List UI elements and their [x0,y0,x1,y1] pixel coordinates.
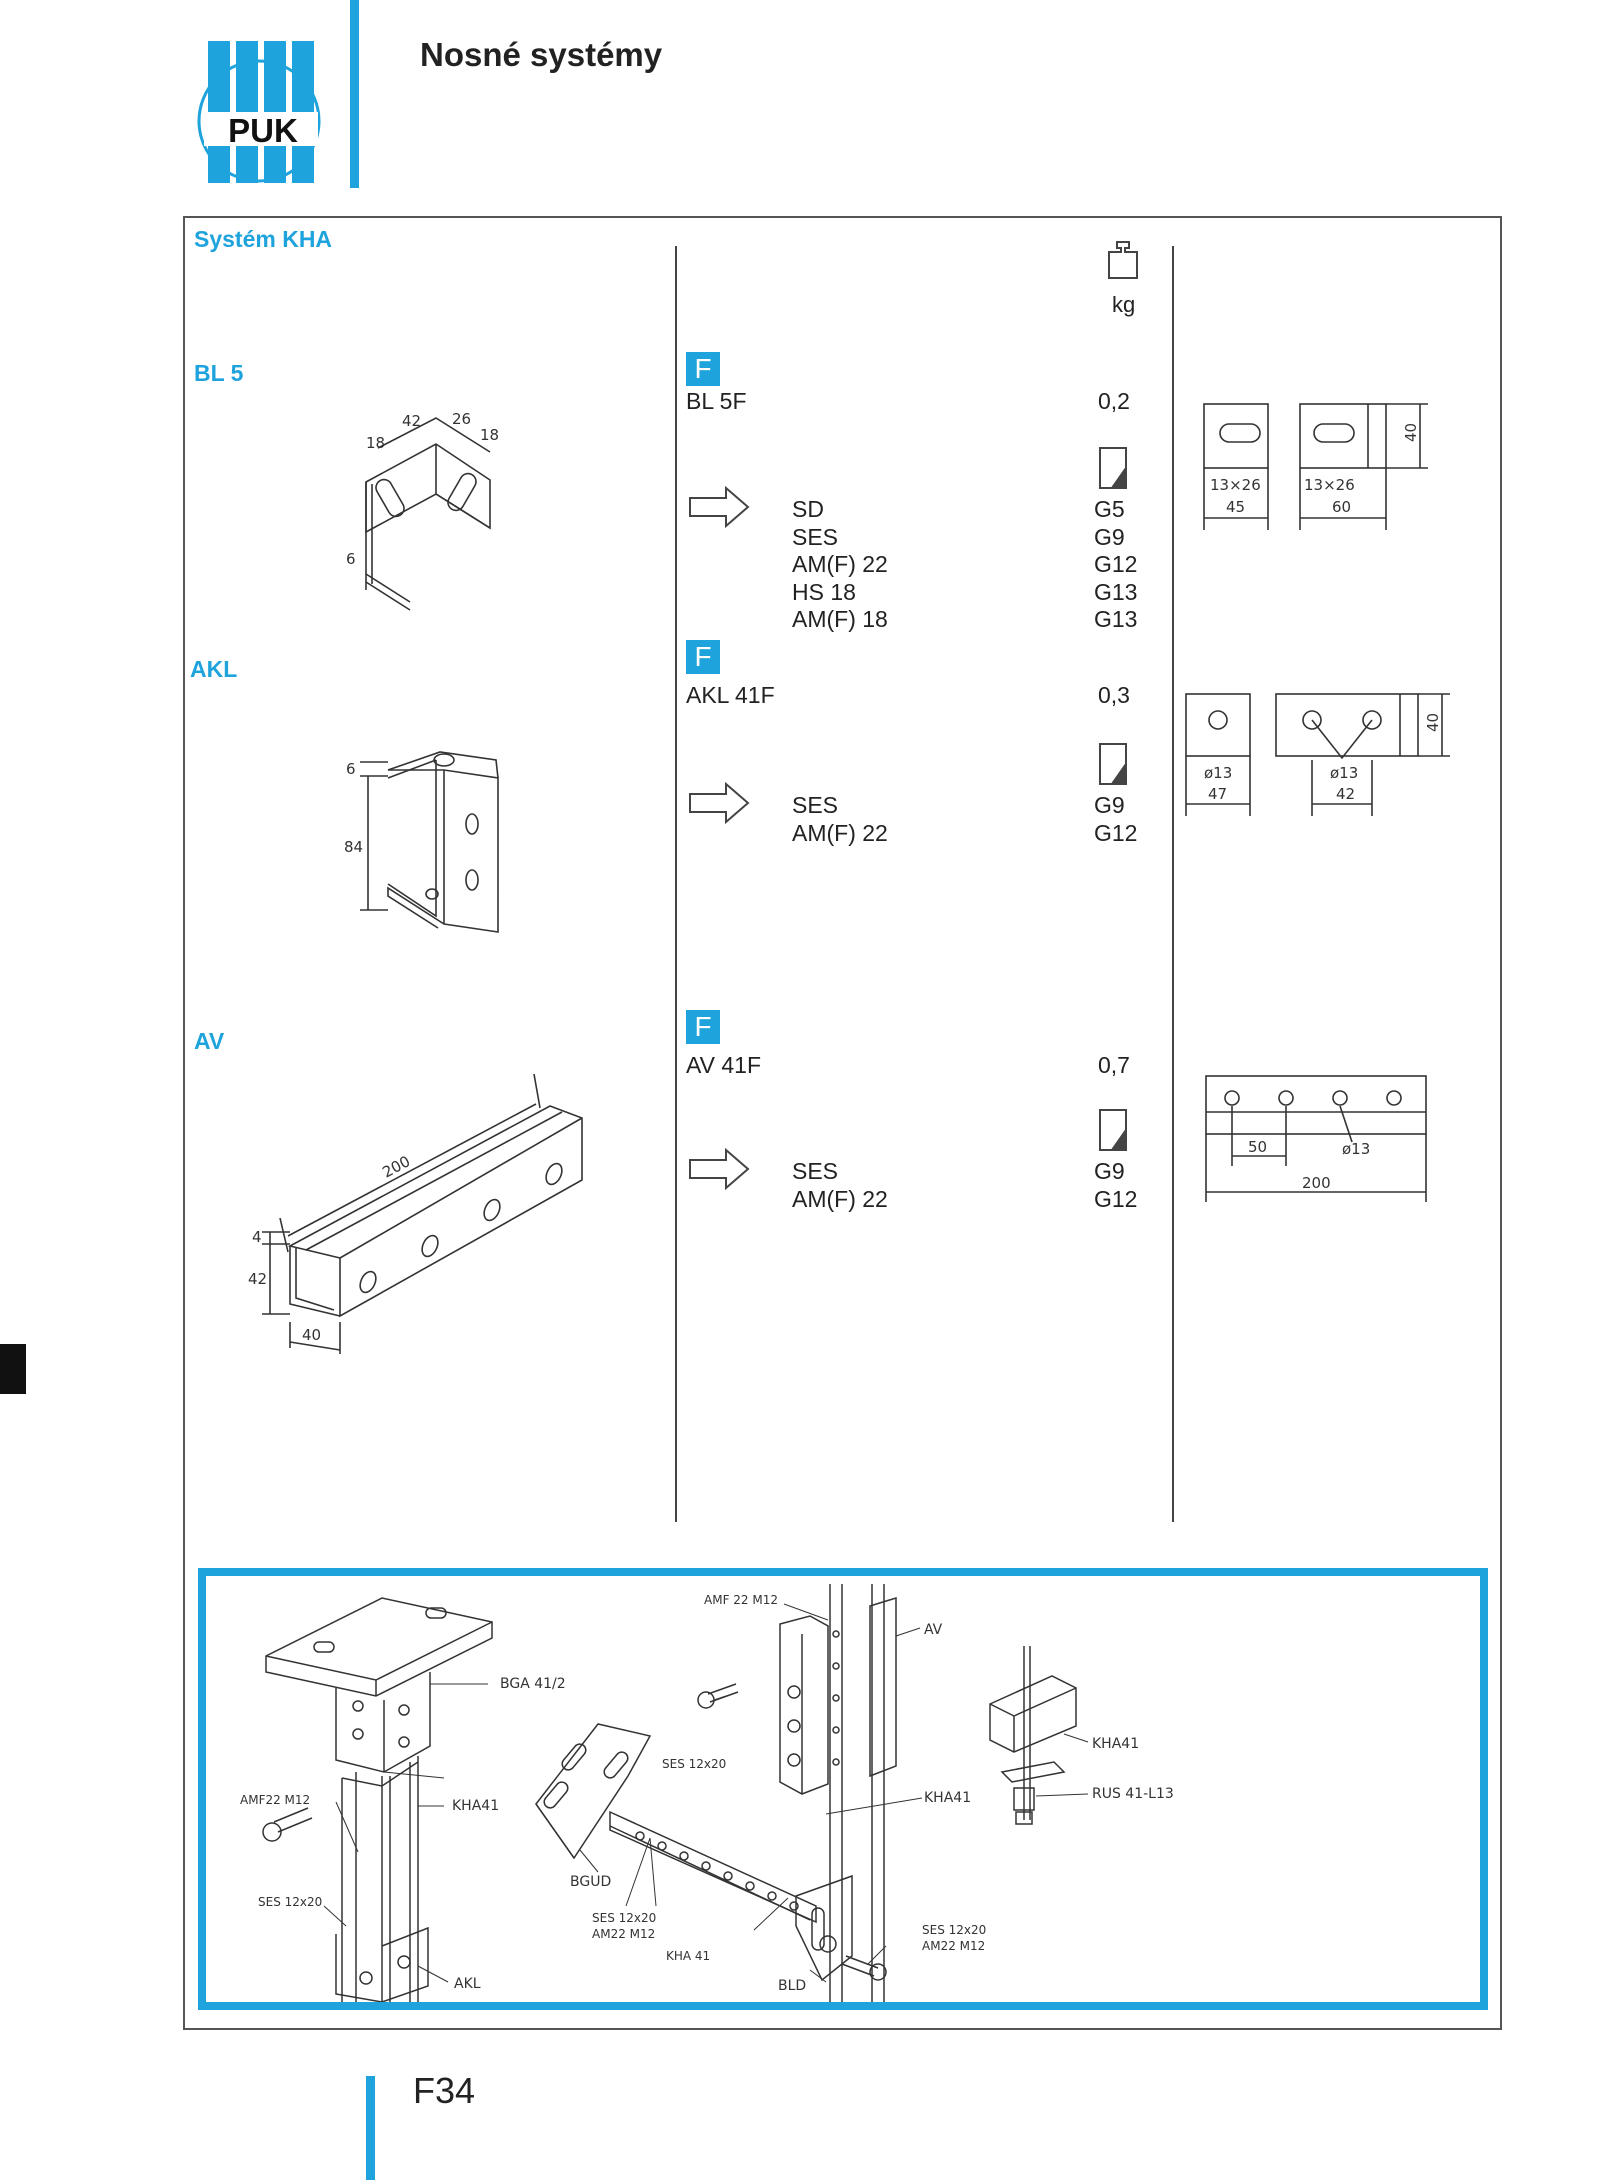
callout-label: SES 12x20 [662,1757,727,1771]
assembly-illustration [206,1576,1480,2002]
dim-label: 200 [1302,1174,1331,1192]
side-tab-marker [0,1344,26,1394]
callout-label: KHA41 [924,1790,972,1806]
accessory-page-list [1094,496,1137,634]
callout-label: SES 12x20 [592,1911,657,1925]
column-divider-2 [1172,246,1174,1522]
accessory-list [792,1158,888,1213]
weight-icon [1106,240,1140,285]
dim-label: 47 [1208,785,1228,803]
page-title: Nosné systémy [420,36,663,73]
dim-label: 26 [452,410,472,428]
accessory-name: HS 18 [792,578,856,605]
bl5-drawing [320,400,520,620]
logo-text: PUK [228,112,298,149]
product-weight: 0,3 [1098,682,1130,708]
dim-label: 40 [1424,712,1442,732]
dim-label: 4 [252,1228,262,1246]
arrow-icon [688,1148,750,1195]
av-drawing [240,1060,600,1360]
accessory-page-list [1094,1158,1137,1213]
arrow-icon [688,486,750,533]
accessory-name: AM(F) 22 [792,1185,888,1212]
accessory-list [792,496,888,634]
callout-label: KHA 41 [666,1949,711,1963]
callout-label: KHA41 [452,1798,500,1814]
callout-label: SES 12x20 [922,1923,987,1937]
assembly-illustration-panel [198,1568,1488,2010]
finish-badge: F [686,1010,720,1044]
dim-label: ø13 [1342,1140,1371,1158]
accessory-name: SES [792,1158,839,1184]
dim-label: 200 [379,1152,414,1182]
dim-label: 13×26 [1210,476,1261,494]
callout-label: AM22 M12 [592,1927,656,1941]
dim-label: 42 [1336,785,1356,803]
reference-page-icon [1098,446,1128,495]
accessory-page: G5 [1094,496,1125,522]
finish-badge: F [686,352,720,386]
accessory-page: G12 [1094,819,1138,846]
dim-label: 60 [1332,498,1352,516]
dim-label: 40 [1402,422,1420,442]
weight-unit: kg [1112,292,1136,317]
dim-label: 13×26 [1304,476,1355,494]
section-label-av: AV [194,1028,225,1054]
callout-label: AKL [454,1976,481,1992]
dim-label: 84 [344,838,364,856]
section-label-akl: AKL [190,656,238,682]
section-label-bl5: BL 5 [194,360,244,386]
accessory-page: G13 [1094,606,1138,632]
dim-label: 18 [480,426,500,444]
callout-label: AV [924,1622,943,1638]
product-code: BL 5F [686,388,747,414]
dim-label: 45 [1226,498,1246,516]
accessory-page: G13 [1094,578,1138,605]
akl-drawing [340,720,520,950]
av-2d-drawing [1202,1072,1442,1212]
accessory-list [792,792,888,847]
logo [186,36,332,188]
column-divider-1 [675,246,677,1522]
callout-label: BGUD [570,1874,612,1890]
accessory-page: G9 [1094,1158,1125,1184]
dim-label: 6 [346,550,356,568]
header-divider [350,0,359,188]
bl5-2d-drawing [1198,400,1488,540]
product-code: AKL 41F [686,682,775,708]
dim-label: 40 [302,1326,322,1344]
callout-label: AMF22 M12 [240,1793,311,1807]
accessory-name: SD [792,496,824,522]
callout-label: SES 12x20 [258,1895,323,1909]
dim-label: ø13 [1204,764,1233,782]
dim-label: 42 [248,1270,268,1288]
accessory-page: G9 [1094,792,1125,818]
accessory-page: G12 [1094,1185,1138,1212]
accessory-name: SES [792,523,839,550]
callout-label: AMF 22 M12 [704,1593,778,1607]
dim-label: 18 [366,434,386,452]
callout-label: BGA 41/2 [500,1676,566,1692]
accessory-name: SES [792,792,839,818]
finish-badge: F [686,640,720,674]
dim-label: 42 [402,412,422,430]
page-number: F34 [413,2070,476,2111]
dim-label: ø13 [1330,764,1359,782]
callout-label: BLD [778,1978,807,1994]
accessory-name: AM(F) 22 [792,551,888,577]
callout-label: AM22 M12 [922,1939,986,1953]
product-code: AV 41F [686,1052,761,1078]
dim-label: 6 [346,760,356,778]
product-weight: 0,2 [1098,388,1130,414]
system-label: Systém KHA [194,226,333,252]
accessory-name: AM(F) 22 [792,819,888,846]
accessory-page: G12 [1094,551,1138,577]
reference-page-icon [1098,1108,1128,1157]
reference-page-icon [1098,742,1128,791]
footer-divider [366,2076,375,2180]
accessory-page: G9 [1094,523,1125,550]
dim-label: 50 [1248,1138,1268,1156]
product-weight: 0,7 [1098,1052,1130,1078]
accessory-name: AM(F) 18 [792,606,888,632]
akl-2d-drawing [1180,690,1490,826]
callout-label: RUS 41-L13 [1092,1786,1174,1802]
callout-label: KHA41 [1092,1736,1140,1752]
accessory-page-list [1094,792,1137,847]
arrow-icon [688,782,750,829]
